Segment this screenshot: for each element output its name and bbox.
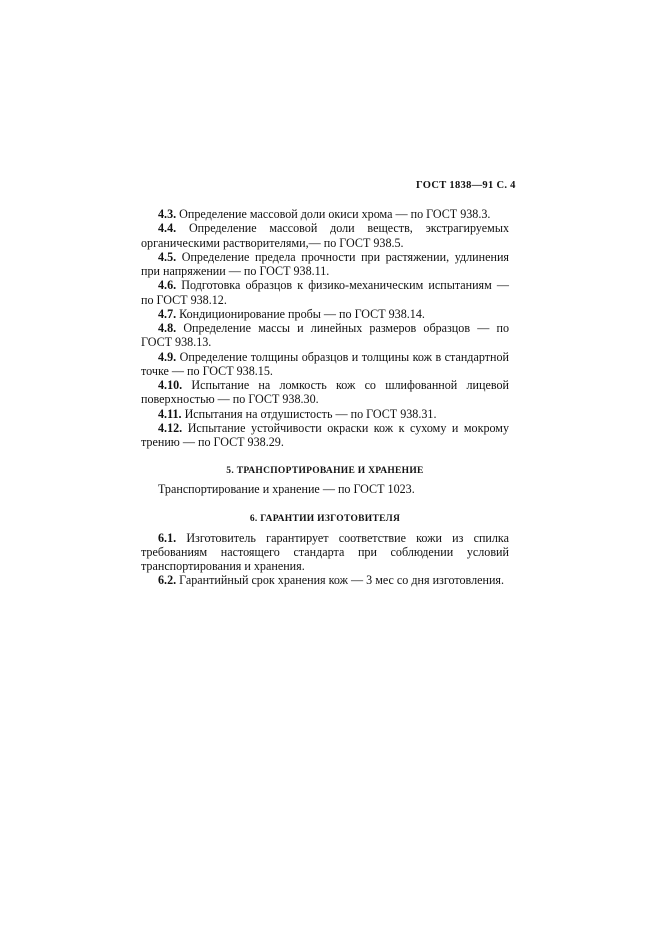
clause-number: 4.11. [158, 406, 182, 421]
clause-number: 4.7. [158, 306, 177, 321]
clause-number: 4.5. [158, 249, 177, 264]
clause-text: Изготовитель гарантирует соответствие кожи из спилка требованиям настоящего стандарта при соблюдении условий транспортирования и хранения. [141, 530, 509, 573]
section-title-guarantees: 6. ГАРАНТИИ ИЗГОТОВИТЕЛЯ [249, 513, 401, 524]
clause-number: 4.8. [158, 321, 177, 335]
clause-4-7 [141, 307, 509, 321]
clause-number: 4.3. [158, 207, 177, 221]
clause-6-2 [141, 573, 509, 587]
clause-text: Кондиционирование пробы — по ГОСТ 938.14. [179, 306, 425, 321]
clause-4-5 [141, 250, 509, 279]
clause-text: Определение массовой доли окиси хрома — по ГОСТ 938.3. [179, 207, 491, 221]
page-header: ГОСТ 1838—91 С. 4 [416, 180, 516, 191]
clause-text: Определение предела прочности при растяжении, удлинения при напряжении — по ГОСТ 938.11. [141, 249, 509, 278]
section-title-transport: 5. ТРАНСПОРТИРОВАНИЕ И ХРАНЕНИЕ [226, 466, 424, 477]
clause-text: Испытание устойчивости окраски кож к сухому и мокрому трению — по ГОСТ 938.29. [141, 420, 510, 449]
clause-number: 4.6. [158, 278, 177, 293]
document-body [141, 207, 509, 588]
clause-text: Испытания на отдушистость — по ГОСТ 938.31. [184, 406, 437, 421]
clause-number: 6.2. [158, 573, 177, 588]
clause-4-4 [141, 221, 509, 250]
clause-number: 6.1. [158, 530, 177, 545]
clause-4-12 [141, 421, 509, 450]
clause-text: Подготовка образцов к физико-механическим испытаниям — по ГОСТ 938.12. [141, 278, 509, 307]
clause-text: Определение массовой доли веществ, экстрагируемых органическими растворителями,— по ГОСТ 938.5. [141, 221, 509, 250]
clause-4-3 [141, 207, 509, 221]
section-text-transport: Транспортирование и хранение — по ГОСТ 1023. [158, 482, 415, 497]
clause-4-10 [141, 378, 509, 407]
clause-text: Испытание на ломкость кож со шлифованной лицевой поверхностью — по ГОСТ 938.30. [141, 378, 509, 407]
clause-text: Гарантийный срок хранения кож — 3 мес со дня изготовления. [179, 573, 505, 588]
clause-4-9 [141, 350, 509, 379]
clause-4-11 [141, 407, 509, 421]
clause-6-1 [141, 531, 509, 574]
clause-number: 4.4. [158, 221, 177, 236]
clause-text: Определение толщины образцов и толщины кож в стандартной точке — по ГОСТ 938.15. [141, 349, 509, 378]
clause-number: 4.12. [158, 420, 183, 435]
clause-number: 4.9. [158, 349, 177, 364]
clause-number: 4.10. [158, 378, 183, 392]
clause-4-8 [141, 321, 509, 350]
clause-4-6 [141, 278, 509, 307]
clause-text: Определение массы и линейных размеров образцов — по ГОСТ 938.13. [141, 321, 509, 350]
